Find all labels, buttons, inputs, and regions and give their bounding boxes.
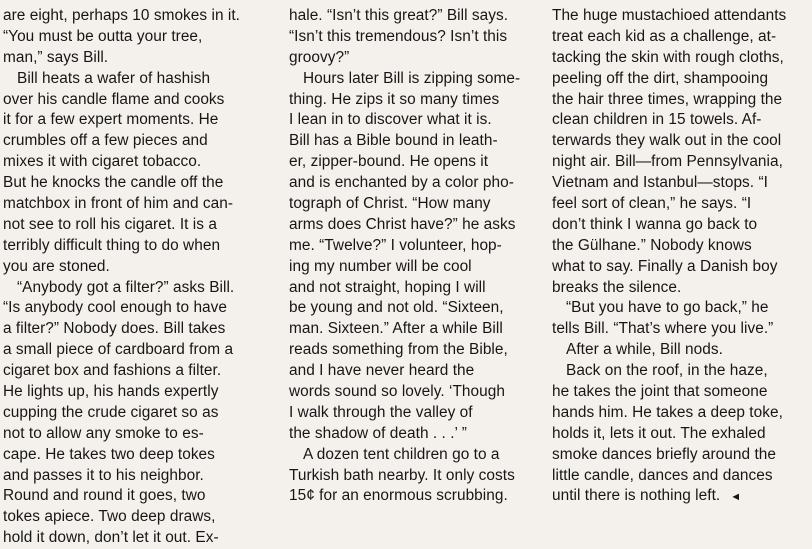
text-line-content: thing. He zips it so many times [289,90,500,108]
text-line [552,69,808,90]
text-line-content: the shadow of death . . .’ ” [289,424,467,442]
text-line-content: a small piece of cardboard from a [3,341,234,359]
text-line [3,110,261,131]
text-line-content: “Is anybody cool enough to have [3,299,228,317]
text-line [552,340,808,361]
text-line [3,361,261,382]
text-line [289,382,539,403]
text-line [3,445,261,466]
text-line-content: don’t think I wanna go back to [552,215,758,233]
text-line-content: 15¢ for an enormous scrubbing. [289,487,508,505]
text-line-content: little candle, dances and dances [552,466,773,484]
text-line [289,90,539,111]
text-line [552,319,808,340]
text-line-content: holds it, lets it out. The exhaled [552,424,766,442]
text-line-content: treat each kid as a challenge, at- [552,27,777,45]
text-line-content: mixes it with cigaret tobacco. [3,153,202,171]
text-line-content: He lights up, his hands expertly [3,383,219,401]
text-line-content: man,” says Bill. [3,48,109,66]
text-line-content: until there is nothing left. [552,487,721,505]
text-line-content: Back on the roof, in the haze, [566,362,768,380]
text-line-content: “Anybody got a filter?” asks Bill. [17,278,235,296]
text-line [552,445,808,466]
text-line [552,466,808,487]
text-line-content: After a while, Bill nods. [566,341,723,359]
text-line [3,298,261,319]
text-line [289,110,539,131]
text-line [3,152,261,173]
text-line-content: I lean in to discover what it is. [289,111,492,129]
text-line-content: not see to roll his cigaret. It is a [3,215,217,233]
text-line-content: breaks the silence. [552,278,682,296]
text-line-content: tokes apiece. Two deep draws, [3,508,216,526]
text-line [552,90,808,111]
text-line [289,298,539,319]
text-line [3,257,261,278]
text-line [552,257,808,278]
text-line [289,194,539,215]
text-line [289,131,539,152]
text-line [3,215,261,236]
text-line [552,110,808,131]
text-line-content: clean children in 15 towels. Af- [552,111,762,129]
text-line-content: feel sort of clean,” he says. “I [552,195,752,213]
text-line-content: reads something from the Bible, [289,341,508,359]
text-line-content: cape. He takes two deep tokes [3,445,215,463]
text-line-content: the hair three times, wrapping the [552,90,783,108]
text-line-content: be young and not old. “Sixteen, [289,299,504,317]
text-line [552,486,808,507]
text-line [289,340,539,361]
text-line [289,424,539,445]
text-line-content: man. Sixteen.” After a while Bill [289,320,503,338]
text-line-content: tells Bill. “That’s where you live.” [552,320,774,338]
text-line [289,152,539,173]
text-line-content: Turkish bath nearby. It only costs [289,466,515,484]
text-line [289,69,539,90]
text-line [289,215,539,236]
text-line-content: and not straight, hoping I will [289,278,486,296]
text-line [552,298,808,319]
text-column-2 [289,6,539,507]
text-line-content: not to allow any smoke to es- [3,424,204,442]
text-line [552,194,808,215]
text-line [3,194,261,215]
text-line-content: The huge mustachioed attendants [552,7,787,24]
text-line [552,173,808,194]
text-line [3,6,261,27]
text-line [3,27,261,48]
text-line [289,257,539,278]
text-line-content: “But you have to go back,” he [566,299,769,317]
text-line-content: hold it down, don’t let it out. Ex- [3,529,219,547]
text-line-content: matchbox in front of him and can- [3,195,234,213]
text-line-content: “You must be outta your tree, [3,27,203,45]
text-line-content: tograph of Christ. “How many [289,195,491,213]
text-line [3,131,261,152]
text-line [552,48,808,69]
text-line [3,236,261,257]
text-line-content: tacking the skin with rough cloths, [552,48,784,66]
text-line [552,236,808,257]
text-line-content: what to say. Finally a Danish boy [552,257,778,275]
text-line [3,403,261,424]
text-line [289,319,539,340]
text-line-content: ing my number will be cool [289,257,472,275]
text-line-content: arms does Christ have?” he asks [289,215,516,233]
text-line [552,403,808,424]
text-line-content: Bill has a Bible bound in leath- [289,132,498,150]
text-line-content: night air. Bill—from Pennsylvania, [552,153,783,171]
text-line [552,6,808,27]
text-line [3,424,261,445]
text-line-content: words sound so lovely. ‘Though [289,383,505,401]
text-line-content: and is enchanted by a color pho- [289,174,514,192]
text-line [552,152,808,173]
text-line-content: er, zipper-bound. He opens it [289,153,489,171]
text-line-content: But he knocks the candle off the [3,174,224,192]
text-line-content: hands him. He takes a deep toke, [552,403,783,421]
text-line [3,319,261,340]
text-line [3,69,261,90]
text-line [3,173,261,194]
text-line-content: hale. “Isn’t this great?” Bill says. [289,7,509,24]
text-column-3 [552,6,808,507]
text-line [289,486,539,507]
text-line-content: you are stoned. [3,257,110,275]
text-line [289,27,539,48]
text-line [289,6,539,27]
text-line [289,278,539,299]
text-line-content: the Gülhane.” Nobody knows [552,236,752,254]
text-line [552,382,808,403]
text-line [289,361,539,382]
text-line [3,278,261,299]
text-line [3,48,261,69]
text-line [552,361,808,382]
text-line [289,173,539,194]
text-line-content: peeling off the dirt, shampooing [552,69,769,87]
text-line-content: me. “Twelve?” I volunteer, hop- [289,236,502,254]
text-line [3,507,261,528]
text-column-1 [3,6,261,549]
text-line-content: it for a few expert moments. He [3,111,219,129]
text-line-content: Bill heats a wafer of hashish [17,69,211,87]
text-line-content: over his candle flame and cooks [3,90,225,108]
text-line-content: smoke dances briefly around the [552,445,776,463]
text-line [3,90,261,111]
text-line-content: cigaret box and fashions a filter. [3,362,222,380]
text-line [3,340,261,361]
text-line [3,466,261,487]
end-mark-icon: ◄ [730,491,742,504]
text-line [289,403,539,424]
text-line-content: he takes the joint that someone [552,383,768,401]
text-line [552,424,808,445]
text-line [552,215,808,236]
text-line [289,48,539,69]
text-line-content: cupping the crude cigaret so as [3,403,219,421]
text-line-content: are eight, perhaps 10 smokes in it. [3,7,241,24]
text-line [3,528,261,549]
text-line [552,131,808,152]
text-line-content: terribly difficult thing to do when [3,236,221,254]
text-line [552,278,808,299]
text-line-content: crumbles off a few pieces and [3,132,208,150]
text-line-content: groovy?” [289,48,350,66]
text-line-content: Hours later Bill is zipping some- [303,69,521,87]
text-line [3,486,261,507]
text-line-content: I walk through the valley of [289,403,473,421]
text-line [289,466,539,487]
text-line-content: and I have never heard the [289,362,475,380]
text-line-content: Vietnam and Istanbul—stops. “I [552,174,768,192]
text-line-content: a filter?” Nobody does. Bill takes [3,320,226,338]
text-line-content: “Isn’t this tremendous? Isn’t this [289,27,508,45]
text-line [552,27,808,48]
text-line-content: terwards they walk out in the cool [552,132,782,150]
text-line [289,236,539,257]
text-line-content: A dozen tent children go to a [303,445,500,463]
text-line [289,445,539,466]
text-line-content: and passes it to his neighbor. [3,466,204,484]
text-line [3,382,261,403]
text-line-content: Round and round it goes, two [3,487,206,505]
